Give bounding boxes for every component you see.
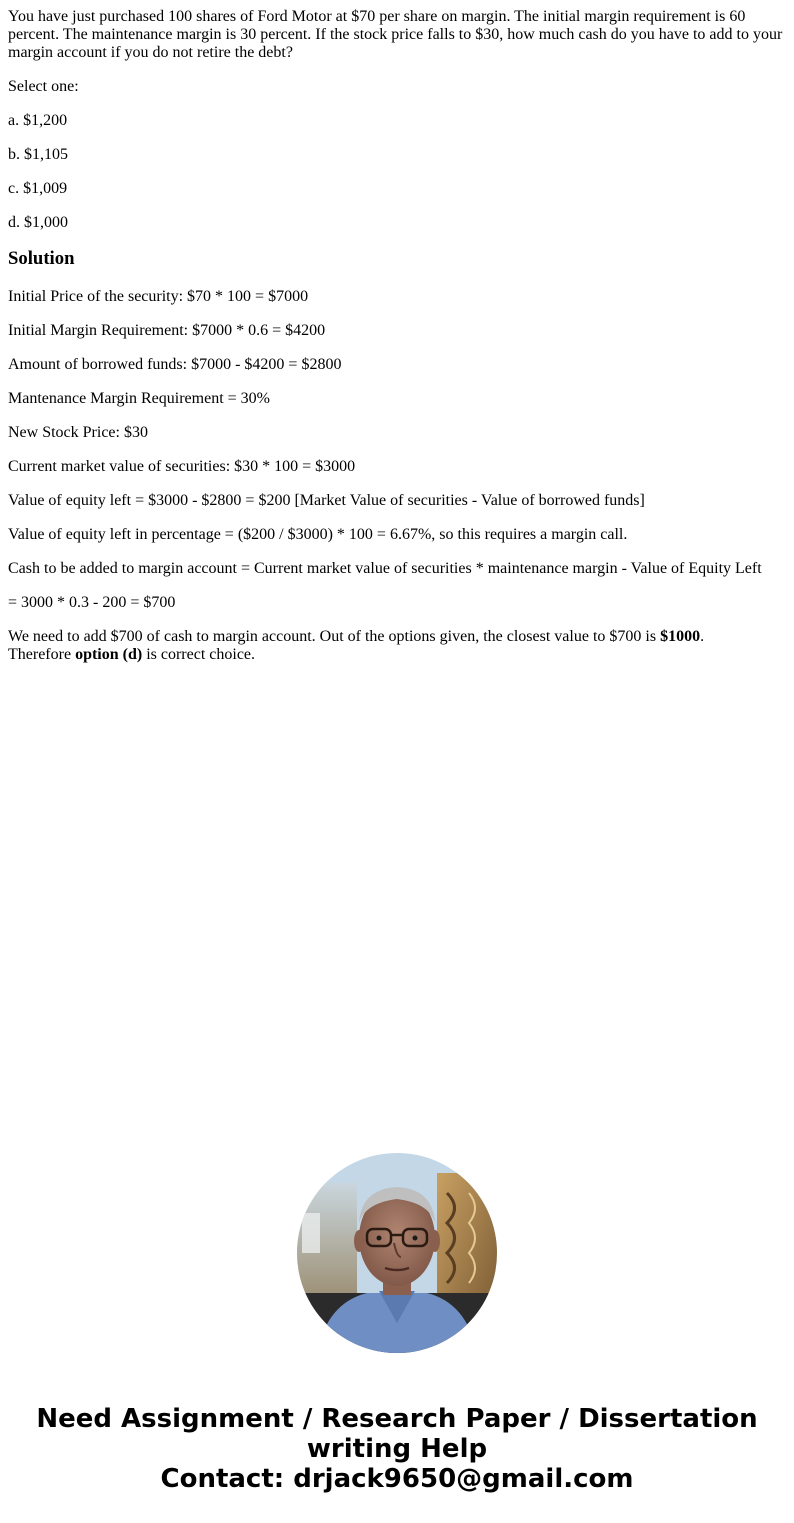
option-c: c. $1,009 bbox=[8, 180, 68, 197]
document-content bbox=[8, 8, 786, 680]
conclusion-text: We need to add $700 of cash to margin account. Out of the options given, the closest value to $700 is bbox=[8, 628, 661, 645]
solution-line: Initial Margin Requirement: $7000 * 0.6 = $4200 bbox=[8, 322, 326, 339]
option-a: a. $1,200 bbox=[8, 112, 68, 129]
conclusion-option: option (d) bbox=[75, 646, 143, 663]
solution-conclusion bbox=[8, 628, 786, 664]
solution-line: Current market value of securities: $30 * 100 = $3000 bbox=[8, 458, 356, 475]
solution-line: Value of equity left = $3000 - $2800 = $200 [Market Value of securities - Value of borrowed funds] bbox=[8, 492, 645, 509]
solution-line: Mantenance Margin Requirement = 30% bbox=[8, 390, 270, 407]
solution-line: Cash to be added to margin account = Current market value of securities * maintenance margin - Value of Equity Left bbox=[8, 560, 762, 577]
solution-heading: Solution bbox=[8, 248, 75, 269]
option-d: d. $1,000 bbox=[8, 214, 68, 231]
conclusion-value: $1000 bbox=[660, 628, 701, 645]
solution-line: Value of equity left in percentage = ($200 / $3000) * 100 = 6.67%, so this requires a margin call. bbox=[8, 526, 628, 543]
option-b: b. $1,105 bbox=[8, 146, 68, 163]
solution-line: New Stock Price: $30 bbox=[8, 424, 148, 441]
author-photo bbox=[297, 1153, 497, 1353]
solution-line: = 3000 * 0.3 - 200 = $700 bbox=[8, 594, 176, 611]
footer-line: writing Help bbox=[306, 1434, 488, 1464]
author-avatar bbox=[297, 1153, 497, 1353]
footer-banner bbox=[0, 1404, 794, 1494]
conclusion-text: is correct choice. bbox=[142, 646, 256, 663]
solution-line: Amount of borrowed funds: $7000 - $4200 = $2800 bbox=[8, 356, 342, 373]
conclusion-text: . bbox=[700, 628, 705, 645]
footer-contact: Contact: drjack9650@gmail.com bbox=[160, 1464, 634, 1494]
conclusion-text: Therefore bbox=[8, 646, 76, 663]
solution-line: Initial Price of the security: $70 * 100 = $7000 bbox=[8, 288, 309, 305]
select-one-label: Select one: bbox=[8, 78, 79, 95]
footer-line: Need Assignment / Research Paper / Dissertation bbox=[36, 1404, 758, 1434]
question-text: You have just purchased 100 shares of Ford Motor at $70 per share on margin. The initial margin requirement is 60 percent. The maintenance margin is 30 percent. If the stock price falls to $30, how much cash do you have to add to your margin account if you do not retire the debt? bbox=[8, 8, 783, 61]
